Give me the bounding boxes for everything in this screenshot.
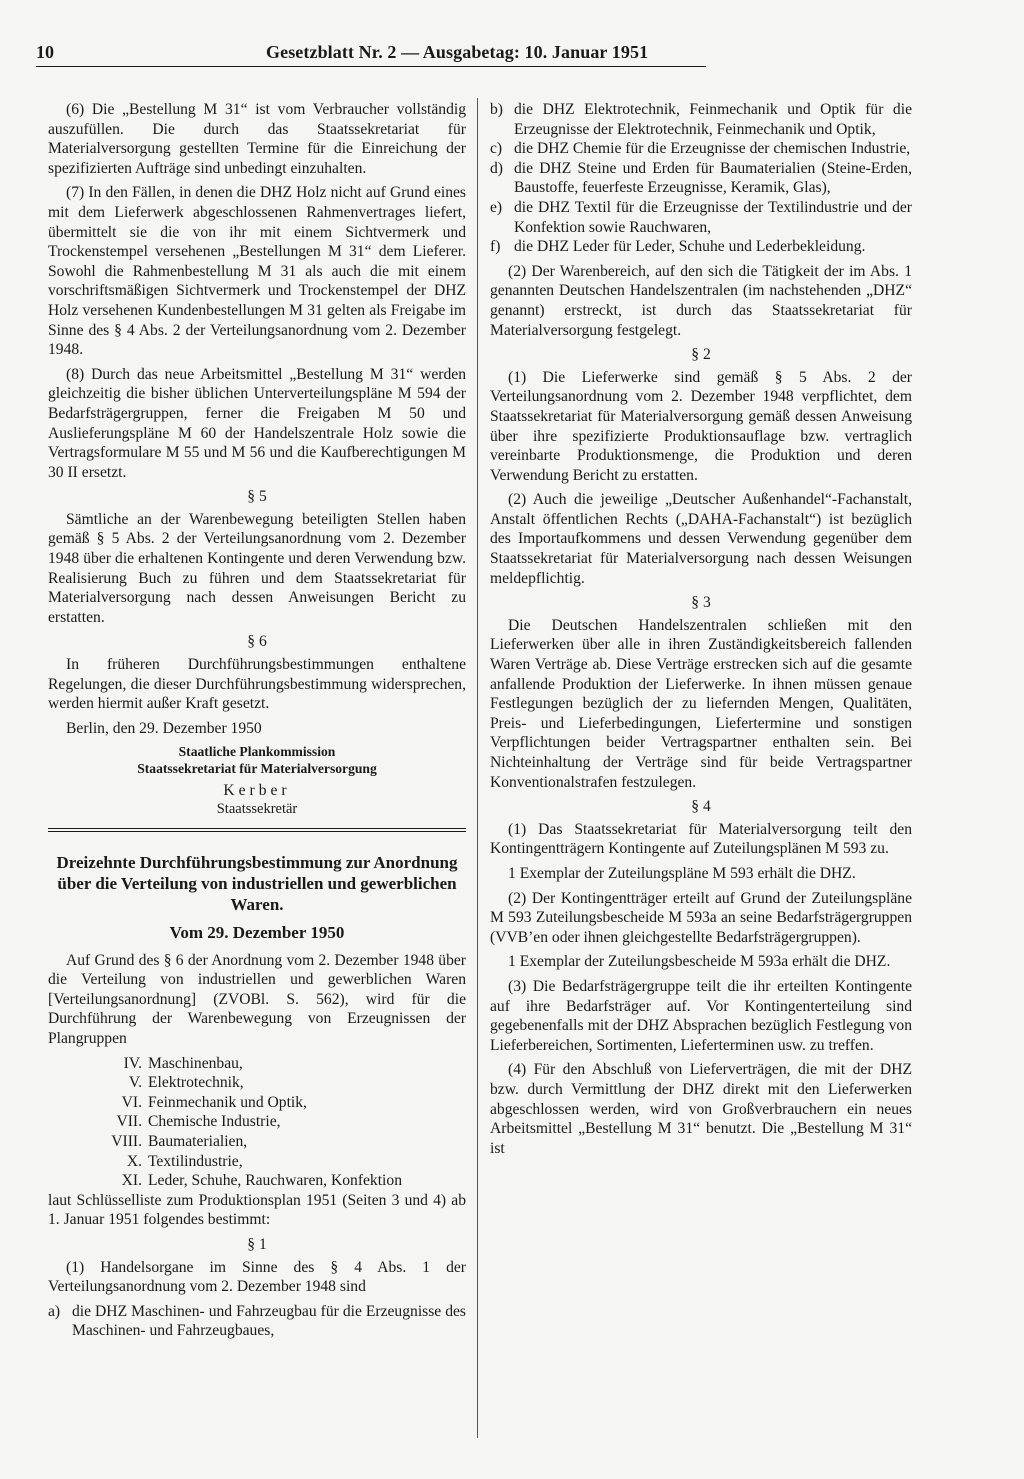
plan-group-item: V. Elektrotechnik, xyxy=(128,1074,244,1092)
page-number: 10 xyxy=(36,42,54,62)
list-item-a: a) die DHZ Maschinen- und Fahrzeugbau für die Erzeugnisse des Maschinen- und Fahrzeugbaues, xyxy=(48,1302,466,1340)
signature-name: Kerber xyxy=(223,782,291,800)
list-item-c: c) die DHZ Chemie für die Erzeugnisse der chemischen Industrie, xyxy=(490,140,911,158)
section-5-text: Sämtliche an der Warenbewegung beteiligten Stellen haben gemäß § 5 Abs. 2 der Verteilungsanordnung vom 2. Dezember 1948 über die erhaltenen Kontingente und deren Verwendung bzw. Realisierung Buch zu führen und dem Staatssekretariat für Materialversorgung nach dessen Anweisungen Bericht zu erstatten. xyxy=(48,510,466,626)
place-date: Berlin, den 29. Dezember 1950 xyxy=(66,719,262,737)
plan-group-item: VI. Feinmechanik und Optik, xyxy=(121,1093,307,1111)
plan-group-list xyxy=(48,1054,466,1191)
section-1-heading: § 1 xyxy=(247,1235,267,1253)
section-4-paragraph-2: (2) Der Kontingentträger erteilt auf Grund der Zuteilungspläne M 593 Zuteilungsbescheide M 593a an seine Bedarfsträgergruppen (VVB’en oder ihnen gleichgestellte Bedarfsträgergruppen). xyxy=(490,889,912,946)
paragraph-6: (6) Die „Bestellung M 31“ ist vom Verbraucher vollständig auszufüllen. Die durch das Staatssekretariat für Materialversorgung gestellten Termine für die Einreichung der spezifizierten Aufträge sind unbedingt einzuhalten. xyxy=(48,101,466,177)
ordinance-title: Dreizehnte Durchführungsbestimmung zur Anordnung über die Verteilung von industriellen und gewerblichen Waren. xyxy=(56,853,458,914)
plan-group-item: X. Textilindustrie, xyxy=(126,1152,243,1170)
signature-title: Staatssekretär xyxy=(216,801,298,817)
section-4-heading: § 4 xyxy=(691,798,711,816)
section-6-heading: § 6 xyxy=(247,633,267,651)
signature-org-1: Staatliche Plankommission xyxy=(178,744,336,760)
section-1-paragraph-2: (2) Der Warenbereich, auf den sich die Tätigkeit der im Abs. 1 genannten Deutschen Handelszentralen (im nachstehenden „DHZ“ genannt) erstreckt, ist durch das Staatssekretariat für Materialversorgung festgelegt. xyxy=(490,262,912,339)
paragraph-7: (7) In den Fällen, in denen die DHZ Holz nicht auf Grund eines mit dem Lieferwerk abgeschlossenen Rahmenvertrages liefert, übermittelt sie die von ihr mit einem Sichtvermerk und Trockenstempel versehenen „Bestellungen M 31“ dem Lieferer. Sowohl die Rahmenbestellung M 31 als auch die mit einem vorschriftsmäßigen Sichtvermerk und Trockenstempel der DHZ Holz versehenen Kundenbestellungen M 31 gelten als Freigabe im Sinne des § 4 Abs. 2 der Verteilungsanordnung vom 2. Dezember 1948. xyxy=(48,184,466,359)
plan-group-item: VIII. Baumaterialien, xyxy=(111,1132,248,1150)
section-3-heading: § 3 xyxy=(691,594,711,612)
section-4-paragraph-3: (3) Die Bedarfsträgergruppe teilt die ihr erteilten Kontingente auf ihre Bedarfsträger auf. Vor Kontingenterteilung sind gegebenenfalls mit der DHZ Absprachen bezüglich Festlegung von Lieferbereichen, Sortimenten, Lieferterminen usw. zu treffen. xyxy=(490,977,912,1054)
signature-org-2: Staatssekretariat für Materialversorgung xyxy=(137,761,377,777)
right-column xyxy=(490,100,912,1163)
ordinance-date: Vom 29. Dezember 1950 xyxy=(169,923,345,942)
plan-group-item: VII. Chemische Industrie, xyxy=(116,1113,281,1131)
section-4-paragraph-2b: 1 Exemplar der Zuteilungsbescheide M 593a erhält die DHZ. xyxy=(508,953,891,971)
section-5-heading: § 5 xyxy=(247,488,267,506)
list-item-f: f) die DHZ Leder für Leder, Schuhe und Lederbekleidung. xyxy=(490,238,866,256)
section-2-paragraph-1: (1) Die Lieferwerke sind gemäß § 5 Abs. 2 der Verteilungsanordnung vom 2. Dezember 1948 verpflichtet, dem Staatssekretariat für Materialversorgung gemäß dessen Anweisung über ihre spezifizierte Produktionsauflage bzw. vertraglich vereinbarte Produktionsmenge, die Produktion und deren Verwendung Bericht zu erstatten. xyxy=(490,368,912,484)
section-2-heading: § 2 xyxy=(691,346,711,364)
section-4-paragraph-1b: 1 Exemplar der Zuteilungspläne M 593 erhält die DHZ. xyxy=(508,864,856,882)
paragraph-8: (8) Durch das neue Arbeitsmittel „Bestellung M 31“ werden gleichzeitig die bisher üblichen Unterverteilungspläne M 594 der Bedarfsträgergruppen, ferner die Freigaben M 50 und Auslieferungspläne M 60 der Handelszentrale Holz sowie die Vertragsformulare M 55 und M 56 und die Kaufberechtigungen M 30 II ersetzt. xyxy=(48,365,466,481)
section-4-paragraph-1: (1) Das Staatssekretariat für Materialversorgung teilt den Kontingentträgern Kontingente auf Zuteilungsplänen M 593 zu. xyxy=(490,820,912,858)
section-1-paragraph-1: (1) Handelsorgane im Sinne des § 4 Abs. 1 der Verteilungsanordnung vom 2. Dezember 1948 sind xyxy=(48,1258,466,1296)
left-column xyxy=(48,100,466,1341)
section-4-paragraph-4: (4) Für den Abschluß von Lieferverträgen, die mit der DHZ bzw. durch Vermittlung der DHZ direkt mit den Lieferwerken abgeschlossen werden, wird von Großverbrauchern ein neues Arbeitsmittel „Bestellung M 31“ benutzt. Die „Bestellung M 31“ ist xyxy=(490,1061,912,1157)
section-6-text: In früheren Durchführungsbestimmungen enthaltene Regelungen, die dieser Durchführungsbestimmung widersprechen, werden hiermit außer Kraft gesetzt. xyxy=(48,656,466,713)
plan-groups-tail: laut Schlüsselliste zum Produktionsplan 1951 (Seiten 3 und 4) ab 1. Januar 1951 folgendes bestimmt: xyxy=(48,1191,466,1229)
page-header xyxy=(36,42,706,67)
header-title: Gesetzblatt Nr. 2 — Ausgabetag: 10. Januar 1951 xyxy=(266,42,649,62)
list-item-e: e) die DHZ Textil für die Erzeugnisse der Textilindustrie und der Konfektion sowie Rauchwaren, xyxy=(490,198,912,236)
plan-group-item: XI. Leder, Schuhe, Rauchwaren, Konfektion xyxy=(121,1172,402,1190)
section-separator xyxy=(48,828,466,832)
section-3-text: Die Deutschen Handelszentralen schließen mit den Lieferwerken über alle in ihren Zuständigkeitsbereich fallenden Waren Verträge ab. Diese Verträge erstrecken sich auf die gesamte anfallende Produktion der Lieferwerke. In ihnen müssen genaue Festlegungen bezüglich der zu liefernden Mengen, Qualitäten, Preis- und Lieferbedingungen, Liefertermine und sonstigen Verpflichtungen beider Vertragspartner enthalten sein. Bei Nichteinhaltung der Verträge sind für beide Vertragspartner Konventionalstrafen festzulegen. xyxy=(490,616,912,791)
list-item-b: b) die DHZ Elektrotechnik, Feinmechanik und Optik für die Erzeugnisse der Elektrotechnik, Feinmechanik und Optik, xyxy=(490,101,912,138)
section-2-paragraph-2: (2) Auch die jeweilige „Deutscher Außenhandel“-Fachanstalt, Anstalt öffentlichen Rechts („DAHA-Fachanstalt“) ist bezüglich des Importaufkommens und dessen Verwendung gegenüber dem Staatssekretariat für Materialversorgung nach dessen Weisungen meldepflichtig. xyxy=(490,491,912,587)
plan-group-item: IV. Maschinenbau, xyxy=(123,1054,243,1072)
column-divider xyxy=(477,98,478,1438)
preamble: Auf Grund des § 6 der Anordnung vom 2. Dezember 1948 über die Verteilung von industriellen und gewerblichen Waren [Verteilungsanordnung] (ZVOBl. S. 562), wird für die Durchführung der Warenbewegung von Erzeugnissen der Plangruppen xyxy=(48,951,466,1047)
list-item-d: d) die DHZ Steine und Erden für Baumaterialien (Steine-Erden, Baustoffe, feuerfeste Erzeugnisse, Keramik, Glas), xyxy=(490,159,912,197)
